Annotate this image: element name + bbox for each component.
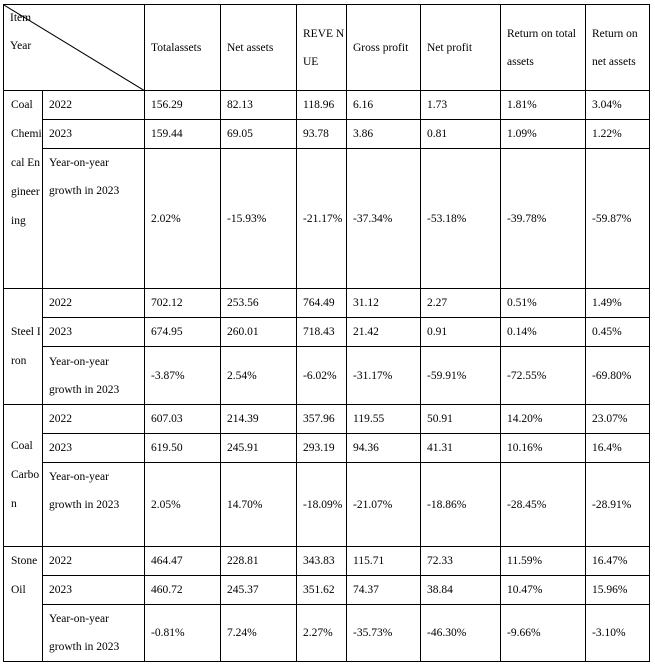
value-cell: -18.86% [421,463,501,547]
value-cell: 214.39 [221,405,297,434]
value-cell: 1.81% [501,91,586,120]
value-cell: 619.50 [145,434,221,463]
value-cell: 15.96% [586,576,650,605]
year-cell: 2023 [43,318,145,347]
value-cell: 2.27% [297,605,347,662]
value-cell: 260.01 [221,318,297,347]
value-cell: 41.31 [421,434,501,463]
col-header-return-total-assets: Return on total assets [501,5,586,91]
category-cell-steel-iron: Steel Iron [4,289,43,405]
value-cell: -3.10% [586,605,650,662]
value-cell: 245.37 [221,576,297,605]
value-cell: -0.81% [145,605,221,662]
value-cell: 2.05% [145,463,221,547]
value-cell: 460.72 [145,576,221,605]
item-label: Item [10,12,32,24]
value-cell: 156.29 [145,91,221,120]
value-cell: 245.91 [221,434,297,463]
value-cell: 718.43 [297,318,347,347]
value-cell: 3.04% [586,91,650,120]
year-cell: Year-on-year growth in 2023 [43,605,145,662]
table-row [4,120,650,149]
value-cell: 10.16% [501,434,586,463]
value-cell: 1.49% [586,289,650,318]
value-cell: 6.16 [347,91,421,120]
value-cell: 293.19 [297,434,347,463]
value-cell: -72.55% [501,347,586,405]
value-cell: 464.47 [145,547,221,576]
value-cell: 228.81 [221,547,297,576]
value-cell: 343.83 [297,547,347,576]
year-cell: 2022 [43,547,145,576]
year-cell: Year-on-year growth in 2023 [43,463,145,547]
year-cell: 2022 [43,91,145,120]
value-cell: 0.91 [421,318,501,347]
value-cell: 253.56 [221,289,297,318]
col-header-net-assets: Net assets [221,5,297,91]
value-cell: -69.80% [586,347,650,405]
value-cell: 38.84 [421,576,501,605]
value-cell: -28.45% [501,463,586,547]
value-cell: -35.73% [347,605,421,662]
value-cell: -39.78% [501,149,586,289]
value-cell: -46.30% [421,605,501,662]
value-cell: -59.87% [586,149,650,289]
value-cell: 1.73 [421,91,501,120]
value-cell: 10.47% [501,576,586,605]
year-label: Year [10,40,32,52]
value-cell: 3.86 [347,120,421,149]
value-cell: -9.66% [501,605,586,662]
value-cell: -3.87% [145,347,221,405]
value-cell: 14.20% [501,405,586,434]
year-cell: 2022 [43,405,145,434]
value-cell: 16.47% [586,547,650,576]
table-row [4,318,650,347]
table-row [4,405,650,434]
table-row [4,289,650,318]
value-cell: 351.62 [297,576,347,605]
header-row [4,5,650,91]
year-cell: Year-on-year growth in 2023 [43,347,145,405]
value-cell: 94.36 [347,434,421,463]
value-cell: 2.27 [421,289,501,318]
financial-table [3,4,650,662]
category-cell-coal-carbon: Coal Carbon [4,405,43,547]
value-cell: 118.96 [297,91,347,120]
value-cell: 0.14% [501,318,586,347]
category-cell-coal-chemical: Coal Chemical Engineering [4,91,43,289]
value-cell: -18.09% [297,463,347,547]
value-cell: 0.81 [421,120,501,149]
col-header-total-assets: Totalassets [145,5,221,91]
value-cell: 16.4% [586,434,650,463]
value-cell: 702.12 [145,289,221,318]
value-cell: 23.07% [586,405,650,434]
year-cell: 2023 [43,434,145,463]
year-cell: Year-on-year growth in 2023 [43,149,145,289]
col-header-gross-profit: Gross profit [347,5,421,91]
value-cell: 7.24% [221,605,297,662]
value-cell: -15.93% [221,149,297,289]
value-cell: 69.05 [221,120,297,149]
value-cell: -6.02% [297,347,347,405]
value-cell: 674.95 [145,318,221,347]
col-header-net-profit: Net profit [421,5,501,91]
value-cell: 357.96 [297,405,347,434]
value-cell: 11.59% [501,547,586,576]
value-cell: 14.70% [221,463,297,547]
table-row [4,434,650,463]
value-cell: 82.13 [221,91,297,120]
value-cell: 93.78 [297,120,347,149]
value-cell: 1.09% [501,120,586,149]
table-row [4,149,650,289]
value-cell: -53.18% [421,149,501,289]
table-row [4,576,650,605]
table-row [4,463,650,547]
table-row [4,91,650,120]
value-cell: -31.17% [347,347,421,405]
value-cell: 159.44 [145,120,221,149]
value-cell: 21.42 [347,318,421,347]
year-cell: 2023 [43,576,145,605]
value-cell: 72.33 [421,547,501,576]
col-header-revenue: REVE NUE [297,5,347,91]
table-row [4,605,650,662]
value-cell: -37.34% [347,149,421,289]
col-header-return-net-assets: Return on net assets [586,5,650,91]
value-cell: -59.91% [421,347,501,405]
value-cell: 0.45% [586,318,650,347]
value-cell: -21.07% [347,463,421,547]
value-cell: 115.71 [347,547,421,576]
year-cell: 2023 [43,120,145,149]
value-cell: 50.91 [421,405,501,434]
table-container [3,4,652,660]
value-cell: 119.55 [347,405,421,434]
value-cell: 764.49 [297,289,347,318]
value-cell: 2.02% [145,149,221,289]
year-cell: 2022 [43,289,145,318]
value-cell: 31.12 [347,289,421,318]
value-cell: 607.03 [145,405,221,434]
value-cell: 74.37 [347,576,421,605]
category-cell-stone-oil: Stone Oil [4,547,43,662]
value-cell: 2.54% [221,347,297,405]
value-cell: -21.17% [297,149,347,289]
table-row [4,547,650,576]
table-row [4,347,650,405]
value-cell: 1.22% [586,120,650,149]
diagonal-header-cell [4,5,145,91]
value-cell: 0.51% [501,289,586,318]
value-cell: -28.91% [586,463,650,547]
